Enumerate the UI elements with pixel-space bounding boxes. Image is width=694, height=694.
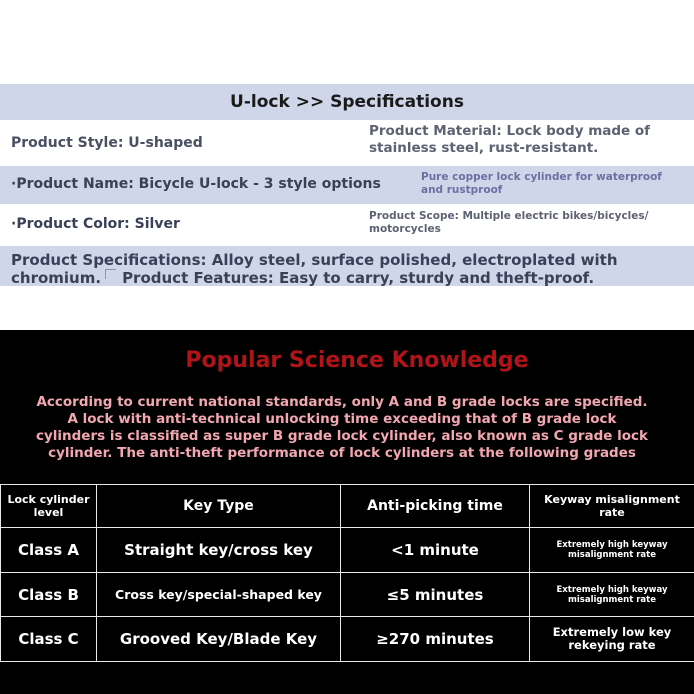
- header-key-type: Key Type: [97, 485, 341, 528]
- spec-row-2: [0, 166, 694, 204]
- product-name: ·Product Name: Bicycle U-lock - 3 style options: [11, 176, 381, 192]
- cell-key-type: Grooved Key/Blade Key: [97, 617, 341, 662]
- lock-cylinder-note: Pure copper lock cylinder for waterproof and rustproof: [421, 171, 662, 196]
- cell-misalignment-rate: Extremely low key rekeying rate: [530, 617, 694, 662]
- header-lock-cylinder-level: Lock cylinder level: [1, 485, 97, 528]
- cell-anti-picking-time: ≤5 minutes: [341, 572, 530, 617]
- spec-row-4: [0, 246, 694, 286]
- header-anti-picking-time: Anti-picking time: [341, 485, 530, 528]
- product-specifications-text: [11, 251, 691, 287]
- product-color: ·Product Color: Silver: [11, 216, 180, 232]
- cell-anti-picking-time: ≥270 minutes: [341, 617, 530, 662]
- cell-key-type: Cross key/special-shaped key: [97, 572, 341, 617]
- spec-row-3: [0, 206, 694, 244]
- cell-key-type: Straight key/cross key: [97, 528, 341, 573]
- product-material: Product Material: Lock body made of stainless steel, rust-resistant.: [369, 123, 651, 156]
- cell-anti-picking-time: <1 minute: [341, 528, 530, 573]
- cell-class: Class A: [1, 528, 97, 573]
- cell-class: Class C: [1, 617, 97, 662]
- popular-science-paragraph: According to current national standards, only A and B grade locks are specified. A lock with anti-technical unlocking time exceeding that of B grade lock cylinders is classified as super B grade lock cylinder, also known as C grade lock cylinder. The anti-theft performance of lock cylinders at the following grades: [35, 394, 649, 461]
- cell-class: Class B: [1, 572, 97, 617]
- table-header-row: [1, 485, 694, 528]
- product-specifications: Product Specifications: Alloy steel, surface polished, electroplated with chromium.: [11, 251, 618, 287]
- table-row: [1, 528, 694, 573]
- popular-science-title: Popular Science Knowledge: [185, 348, 529, 373]
- separator-mark: [105, 269, 116, 279]
- product-scope: Product Scope: Multiple electric bikes/bicycles/ motorcycles: [369, 210, 649, 235]
- product-style: Product Style: U-shaped: [11, 135, 203, 151]
- cell-misalignment-rate: Extremely high keyway misalignment rate: [530, 528, 694, 573]
- header-keyway-misalignment-rate: Keyway misalignment rate: [530, 485, 694, 528]
- lock-grade-table: [0, 484, 694, 662]
- table-row: [1, 617, 694, 662]
- product-features: Product Features: Easy to carry, sturdy and theft-proof.: [122, 269, 595, 287]
- popular-science-section: [0, 330, 694, 694]
- table-row: [1, 572, 694, 617]
- specifications-title: U-lock >> Specifications: [0, 84, 694, 120]
- spec-row-1: [0, 122, 694, 164]
- cell-misalignment-rate: Extremely high keyway misalignment rate: [530, 572, 694, 617]
